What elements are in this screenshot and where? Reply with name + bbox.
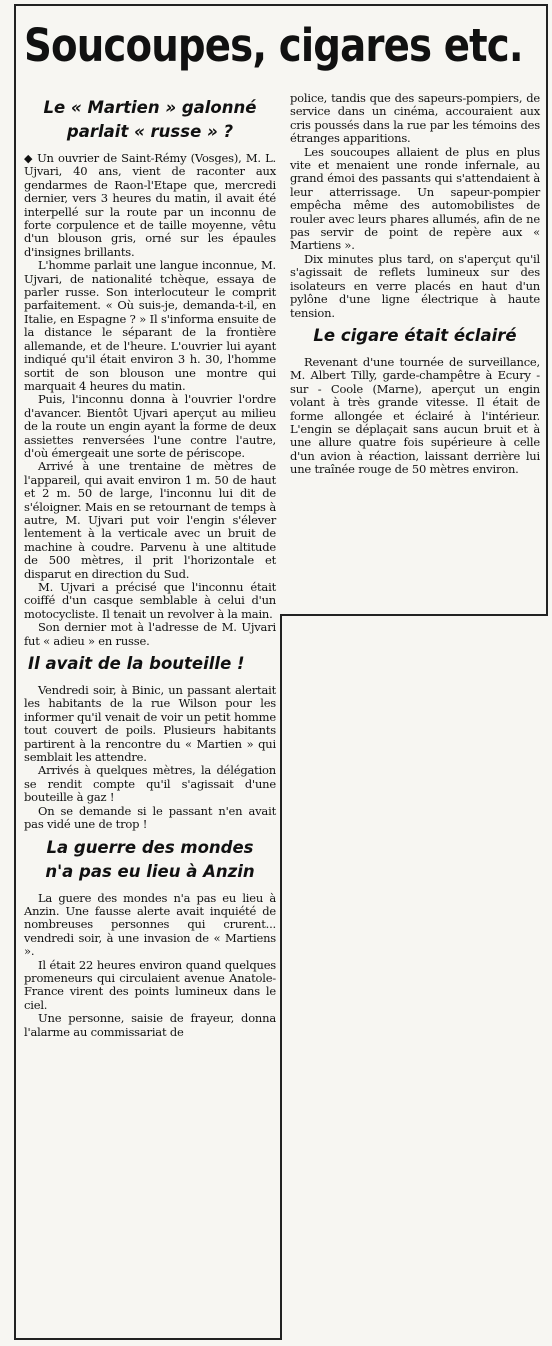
frame-right-rule (546, 4, 548, 614)
left-column (24, 92, 276, 1039)
frame-step-rule (280, 614, 548, 616)
paragraph: L'homme parlait une langue inconnue, M. Ujvari, de nationalité tchèque, essaya de parler russe. Son interlocuteur le comprit parfaitement. « Où suis-je, demanda-t-il, en Italie, en Espagne ? » Il s'informa ensuite de la distance le séparant de la frontière allemande, et de l'heure. L'ouvrier lui ayant indiqué qu'il était environ 3 h. 30, l'homme sortit de son blouson une montre qui marquait 4 heures du matin. (24, 258, 276, 393)
column-divider-rule (280, 614, 282, 1338)
paragraph: Vendredi soir, à Binic, un passant alertait les habitants de la rue Wilson pour les informer qu'il venait de voir un petit homme tout couvert de poils. Plusieurs habitants partirent à la rencontre du « Martien » qui semblait les attendre. (24, 683, 276, 765)
paragraph: La guere des mondes n'a pas eu lieu à Anzin. Une fausse alerte avait inquiété de nombreuses personnes qui crurent... vendredi soir, à une invasion de « Martiens ». (24, 890, 276, 959)
paragraph: Son dernier mot à l'adresse de M. Ujvari fut « adieu » en russe. (24, 620, 276, 648)
paragraph: police, tandis que des sapeurs-pompiers, de service dans un cinéma, accouraient aux cris poussés dans la rue par les témoins des étranges apparitions. (290, 91, 540, 146)
paragraph: Les soucoupes allaient de plus en plus vite et menaient une ronde infernale, au grand émoi des passants qui s'attendaient à leur atterrissage. Un sapeur-pompier empêcha même des automobilistes de rouler avec leurs phares allumés, afin de ne pas servir de point de repère aux « Martiens ». (290, 144, 540, 253)
paragraph: Puis, l'inconnu donna à l'ouvrier l'ordre d'avancer. Bientôt Ujvari aperçut au milieu de la route un engin ayant la forme de deux assiettes renversées l'une contre l'autre, d'où émergeait une sorte de périscope. (24, 392, 276, 460)
section-title-bouteille: Il avait de la bouteille ! (28, 654, 245, 674)
frame-top-rule (14, 4, 548, 6)
section-title-line: n'a pas eu lieu à Anzin (45, 861, 255, 881)
paragraph: Une personne, saisie de frayeur, donna l'alarme au commissariat de (24, 1011, 276, 1039)
frame-bottom-rule (14, 1338, 282, 1340)
paragraph: M. Ujvari a précisé que l'inconnu était coiffé d'un casque semblable à celui d'un motocycliste. Il tenait un revolver à la main. (24, 580, 276, 621)
paragraph: Arrivés à quelques mètres, la délégation se rendit compte qu'il s'agissait d'une bouteille à gaz ! (24, 763, 276, 805)
paragraph: Il était 22 heures environ quand quelques promeneurs qui circulaient avenue Anatole-France virent des points lumineux dans le ciel. (24, 957, 276, 1012)
paragraph: Revenant d'une tournée de surveillance, M. Albert Tilly, garde-champêtre à Ecury - sur - Coole (Marne), aperçut un engin volant à très grande vitesse. Il était de forme allongée et éclairé à l'intérieur. L'engin se déplaçait sans aucun bruit et à une allure quatre fois supérieure à celle d'un avion à réaction, laissant derrière lui une traînée rouge de 50 mètres environ. (290, 354, 540, 477)
paragraph: Arrivé à une trentaine de mètres de l'appareil, qui avait environ 1 m. 50 de haut et 2 m. 50 de large, l'inconnu lui dit de s'éloigner. Mais en se retournant de temps à autre, M. Ujvari put voir l'engin s'élever lentement à la verticale avec un bruit de machine à coudre. Parvenu à une altitude de 500 mètres, il prit l'horizontale et disparut en direction du Sud. (24, 459, 276, 581)
section-title-line: parlait « russe » ? (66, 122, 234, 141)
section-title-line: Le « Martien » galonné (43, 98, 257, 117)
section-title-guerre (24, 836, 276, 884)
section-title-cigare: Le cigare était éclairé (313, 325, 517, 345)
section-title-martien (24, 96, 276, 144)
paragraph: On se demande si le passant n'en avait pas vidé une de trop ! (24, 803, 276, 832)
right-column (290, 92, 540, 477)
paragraph (24, 152, 276, 259)
article-headline: Soucoupes, cigares etc. (24, 19, 523, 72)
paragraph: Dix minutes plus tard, on s'aperçut qu'il s'agissait de reflets lumineux sur des isolateurs en verre placés en haut d'un pylône d'une ligne électrique à haute tension. (290, 251, 540, 320)
paragraph-text: Un ouvrier de Saint-Rémy (Vosges), M. L. Ujvari, 40 ans, vient de raconter aux gendarmes de Raon-l'Etape que, mercredi dernier, vers 3 heures du matin, il avait été interpellé sur la route par un inconnu de forte corpulence et de taille moyenne, vêtu d'un blouson gris, orné sur les épaules d'insignes brillants. (24, 151, 276, 259)
frame-left-rule (14, 4, 16, 1338)
section-title-line: La guerre des mondes (46, 837, 254, 857)
bullet-diamond-icon: ◆ (24, 152, 34, 165)
